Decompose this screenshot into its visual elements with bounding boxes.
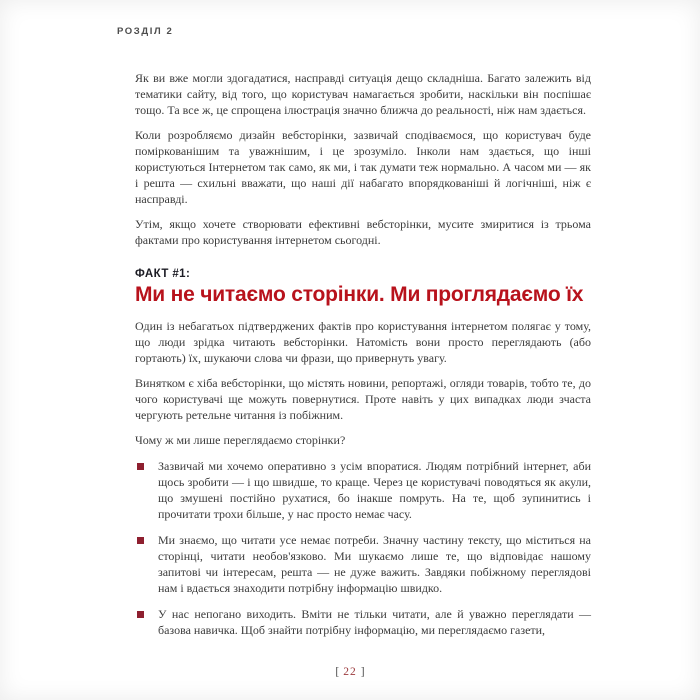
page-content [135, 70, 591, 648]
running-header: РОЗДІЛ 2 [117, 26, 174, 37]
page-number-value: 22 [343, 666, 357, 678]
page-number-bracket-right: ] [360, 666, 365, 678]
question-line: Чому ж ми лише переглядаємо сторінки? [135, 433, 346, 447]
body-paragraph-1: Один із небагатьох підтверджених фактів про користування інтернетом полягає у тому, що люди зрідка читають вебсторінки. Натомість вони просто переглядають (або гортають) їх, шукаючи слова чи фрази, що привернуть увагу. [135, 319, 591, 365]
bullet-text: Ми знаємо, що читати усе немає потреби. Значну частину тексту, що міститься на сторінці, читати необов'язково. Ми шукаємо лише те, що відповідає нашому запитові чи інтересам, решта — не дуже важить. Завдяки побіжному переглядові нам і вдається знаходити потрібну інформацію швидко. [158, 533, 591, 595]
square-bullet-icon [137, 463, 144, 470]
bullet-text: Зазвичай ми хочемо оперативно з усім впоратися. Людям потрібний інтернет, аби щось зробити — і що швидше, то краще. Через це користувачі поводяться як акули, що змушені постійно рухатися, бо інакше помруть. На те, щоб зупинитись і прочитати трохи більше, у нас просто немає часу. [158, 459, 591, 521]
square-bullet-icon [137, 611, 144, 618]
list-item [135, 458, 591, 522]
bullet-list [135, 458, 591, 638]
intro-paragraph-1: Як ви вже могли здогадатися, насправді ситуація дещо складніша. Багато залежить від тематики сайту, від того, що користувач намагається зробити, наскільки він поспішає тощо. Та все ж, це спрощена ілюстрація значно ближча до реальності, ніж нам здається. [135, 71, 591, 117]
fact-label: ФАКТ #1: [135, 268, 191, 280]
bullet-text: У нас непогано виходить. Вміти не тільки читати, але й уважно переглядати — базова навичка. Щоб знайти потрібну інформацію, ми переглядаємо газети, [158, 607, 591, 637]
square-bullet-icon [137, 537, 144, 544]
page-number-bracket-left: [ [335, 666, 340, 678]
list-item [135, 606, 591, 638]
page-number [0, 666, 700, 678]
list-item [135, 532, 591, 596]
body-paragraph-2: Винятком є хіба вебсторінки, що містять новини, репортажі, огляди товарів, тобто те, до чого користувачі ще можуть повернутися. Проте навіть у цих випадках люди зчаста чергують ретельне читання із побіжним. [135, 376, 591, 422]
section-heading: Ми не читаємо сторінки. Ми проглядаємо їх [135, 283, 584, 306]
intro-paragraph-2: Коли розробляємо дизайн вебсторінки, зазвичай сподіваємося, що користувач буде поміркованішим та уважнішим, і це зрозуміло. Інколи нам здається, що інші користуються Інтернетом так само, як ми, і так думати теж нормально. А часом ми — як і решта — схильні вважати, що наші дії набагато впорядкованіші й логічніші, ніж є насправді. [135, 128, 591, 206]
intro-paragraph-3: Утім, якщо хочете створювати ефективні вебсторінки, мусите змиритися із трьома фактами про користування інтернетом сьогодні. [135, 217, 591, 247]
